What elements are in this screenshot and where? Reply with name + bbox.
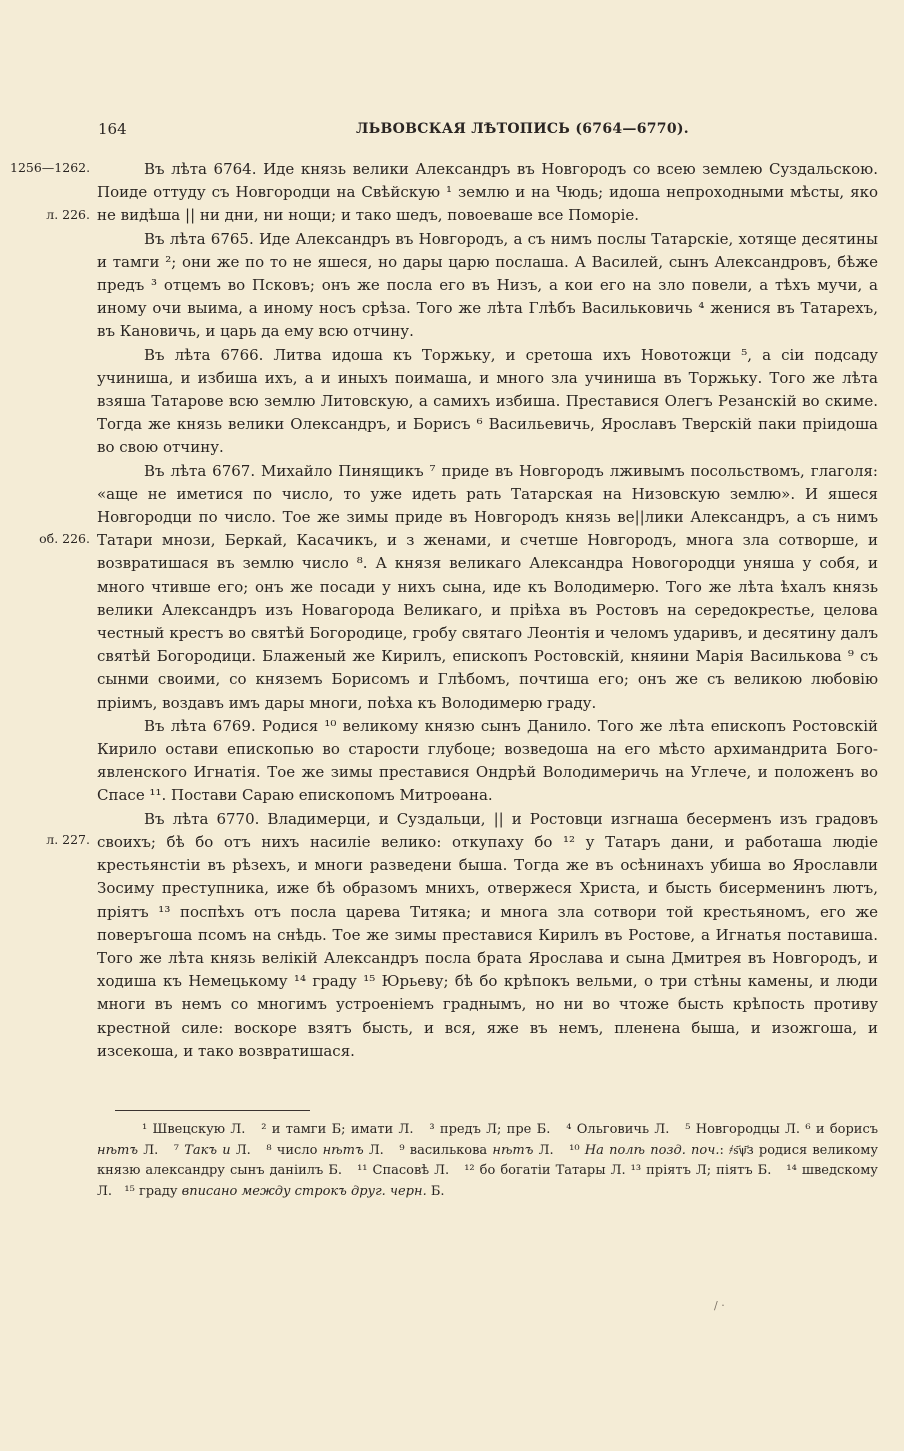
footnote-7-mark: ⁷	[173, 1142, 179, 1158]
footnote-11: ¹¹ Спасовѣ Л.	[357, 1163, 450, 1178]
footnote-divider	[115, 1110, 310, 1111]
footnote-15	[124, 1184, 444, 1199]
footnote-3: ³ предъ Л; пре Б.	[429, 1122, 551, 1137]
footnote-8-source: Л.	[363, 1142, 384, 1158]
page-number: 164	[98, 120, 127, 138]
chronicle-text	[97, 158, 878, 1063]
stray-mark: / ·	[714, 1299, 725, 1312]
margin-note-leaf-227: л. 227.	[46, 832, 90, 847]
footnote-12: ¹² бо богатiи Татары Л.	[464, 1163, 626, 1178]
footnote-7-source: Л.	[230, 1142, 251, 1158]
footnote-5: ⁵ Новгородцы Л.	[685, 1122, 801, 1137]
footnote-4: ⁴ Ольговичь Л.	[566, 1122, 670, 1137]
footnote-14: ¹⁴ шведскому Л.	[97, 1163, 878, 1199]
footnotes	[97, 1120, 878, 1202]
entry-6770: Въ лѣта 6770. Владимерци, и Суздальци, || и Ростовци изгнаша бесерменъ изъ градовъ своихъ; бѣ бо отъ нихъ насилiе велико: откупаху бо ¹² у Татаръ дани, и работаша людiе крестьянстiи въ рѣзехъ, и многи разведени быша. Тогда же въ осѣнинахъ убиша во Ярославли Зосиму преступника, иже бѣ образомъ мнихъ, отвержеся Христа, и бысть бисерменинъ лютъ, прiятъ ¹³ поспѣхъ отъ посла царева Титяка; и многа зла сотвори той крестьяномъ, его же поверъгоша псомъ на снѣдь. Тое же зимы преставися Кирилъ въ Ростове, а Игнатья поставиша. Того же лѣта князь велiкiй Александръ посла брата Ярослава и сына Дмитрея въ Новгородъ, и ходиша къ Немецькому ¹⁴ граду ¹⁵ Юрьеву; бѣ бо крѣпокъ вельми, о три стѣны камены, и люди многи въ немъ со многимъ устроенiемъ граднымъ, но ни во чтоже бысть крѣпость противу крестной силе: воскоре взятъ бысть, и вся, яже въ немъ, пленена быша, и изожгоша, и изсекоша, и тако возвратишася.	[97, 809, 878, 1060]
footnote-9-source: Л.	[533, 1142, 554, 1158]
footnote-7	[174, 1143, 251, 1158]
footnote-15-source: Б.	[426, 1183, 445, 1199]
footnote-13: ¹³ прiятъ Л; пiятъ Б.	[630, 1163, 772, 1178]
entry-6766: Въ лѣта 6766. Литва идоша къ Торжьку, и сретоша ихъ Новотожци ⁵, а сiи подсаду учиниша, и избиша ихъ, а и иныхъ поимаша, и много зла учиниша въ Торжьку. Того же лѣта взяша Татарове всю землю Литовскую, а самихъ избиша. Преставися Олегъ Резанскiй во скиме. Тогда же князь велики Олександръ, и Борисъ ⁶ Васильевичь, Ярославъ Тверскiй паки прiидоша во свою отчину.	[97, 345, 878, 457]
footnote-8-italic: нѣтъ	[322, 1142, 364, 1158]
footnote-1: ¹ Швецскую Л.	[142, 1122, 246, 1137]
entry-6764: Въ лѣта 6764. Иде князь велики Александръ въ Новгородъ со всею землею Суздальскою. Поиде оттуду съ Новгородци на Свѣйскую ¹ землю и на Чюдь; идоша непроходными мѣсты, яко не видѣша || ни дни, ни нощи; и тако шедъ, повоеваше все Поморiе.	[97, 160, 878, 225]
footnote-10-text: : ҂ѕ҃ѱ҃з родися великому князю александру сынъ данiилъ Б.	[97, 1142, 879, 1178]
footnote-15-text: ¹⁵ граду	[124, 1183, 178, 1199]
footnote-2: ² и тамги Б; имати Л.	[261, 1122, 414, 1137]
footnote-7-italic: Такъ и	[184, 1142, 231, 1158]
footnote-15-italic: вписано между строкъ друг. черн.	[181, 1183, 427, 1199]
footnote-10-italic: На полѣ позд. поч.	[584, 1142, 720, 1158]
entry-6769: Въ лѣта 6769. Родися ¹⁰ великому князю сынъ Данило. Того же лѣта епископъ Ростовскiй Кирило остави епископью во старости глубоце; возведоша на его мѣсто архимандрита Богоявленского Игнатiя. Тое же зимы преставися Ондрѣй Володимеричь на Углече, и положенъ во Спасе ¹¹. Постави Сараю епископомъ Митроѳана.	[97, 716, 878, 805]
footnote-6-text: ⁶ и борисъ	[805, 1122, 879, 1137]
margin-note-leaf-226: л. 226.	[46, 207, 90, 222]
margin-note-leaf-226-verso: об. 226.	[39, 531, 90, 546]
footnote-8	[266, 1143, 383, 1158]
entry-6767: Въ лѣта 6767. Михайло Пинящикъ ⁷ приде въ Новгородъ лживымъ посольствомъ, глаголя: «аще не иметися по число, то уже идеть рать Татарская на Низовскую землю». И яшеся Новгородци по число. Тое же зимы приде въ Новгородъ князь ве||лики Александръ, а съ нимъ Татари мнози, Беркай, Касачикъ, и з женами, и счетше Новгородъ, многа зла сотворше, и возвратишася въ землю число ⁸. А князя великаго Александра Новогородци уняша у собя, и много чтивше его; онъ же посади у нихъ сына, иде къ Володимерю. Того же лѣта ѣхалъ князь велики Александръ изъ Новагорода Великаго, и прiѣха въ Ростовъ на середокрестье, целова честный крестъ во святѣй Богородице, гробу святаго Леонтiя и челомъ ударивъ, и десятину далъ святѣй Богородици. Блаженый же Кирилъ, епископъ Ростовскiй, княини Марiя Василькова ⁹ съ сынми своими, со княземъ Борисомъ и Глѣбомъ, почтиша его; онъ же съ великою любовiю прiимъ, воздавъ имъ дары многи, поѣха къ Володимерю граду.	[97, 461, 878, 712]
running-head: ЛЬВОВСКАЯ ЛѢТОПИСЬ (6764—6770).	[356, 121, 689, 137]
page-header	[98, 120, 864, 142]
margin-note-years: 1256—1262.	[10, 160, 91, 175]
footnote-10-mark: ¹⁰	[569, 1142, 580, 1158]
footnote-6-italic: нѣтъ	[97, 1142, 139, 1158]
footnote-8-text: ⁸ число	[266, 1142, 318, 1158]
footnote-6-source: Л.	[138, 1142, 159, 1158]
entry-6765: Въ лѣта 6765. Иде Александръ въ Новгородъ, а съ нимъ послы Татарскiе, хотяще десятины и тамги ²; они же по то не яшеся, но дары царю послаша. А Василей, сынъ Александровъ, бѣже предъ ³ отцемъ во Псковъ; онъ же посла его въ Низъ, а кои его на зло повели, а тѣхъ мучи, а иному очи выима, а иному носъ срѣза. Того же лѣта Глѣбъ Васильковичь ⁴ женися въ Татарехъ, въ Кановичь, и царь да ему всю отчину.	[97, 229, 878, 341]
footnote-9	[399, 1143, 553, 1158]
footnote-9-italic: нѣтъ	[492, 1142, 534, 1158]
footnote-9-text: ⁹ василькова	[399, 1142, 488, 1158]
